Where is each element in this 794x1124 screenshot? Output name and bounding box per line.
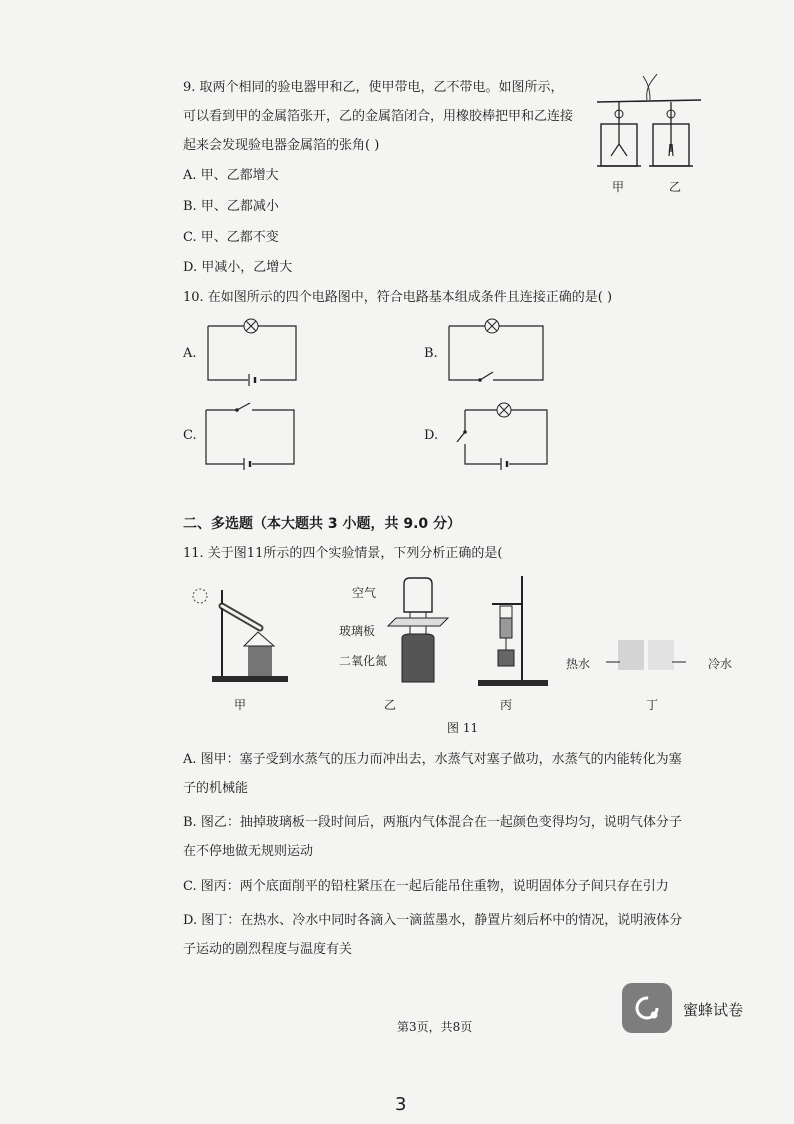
fig11-ding-diagram <box>606 636 686 676</box>
q11-option-b-line1: B. 图乙：抽掉玻璃板一段时间后，两瓶内气体混合在一起颜色变得均匀，说明气体分子 <box>183 815 682 830</box>
q9-stem-line1: 9. 取两个相同的验电器甲和乙，使甲带电，乙不带电。如图所示， <box>183 80 564 95</box>
watermark-logo <box>622 983 672 1033</box>
q9-stem-line3: 起来会发现验电器金属箔的张角( ) <box>183 138 380 153</box>
fig11-caption: 图 11 <box>447 721 479 735</box>
q10-stem: 10. 在如图所示的四个电路图中，符合电路基本组成条件且连接正确的是( ) <box>183 290 613 305</box>
fig11-label-ding: 丁 <box>646 698 659 712</box>
q11-option-a-line1: A. 图甲：塞子受到水蒸气的压力而冲出去，水蒸气对塞子做功，水蒸气的内能转化为塞 <box>183 752 682 767</box>
q11-option-d-line1: D. 图丁：在热水、冷水中同时各滴入一滴蓝墨水，静置片刻后杯中的情况，说明液体分 <box>183 913 683 928</box>
q9-option-d: D. 甲减小，乙增大 <box>183 260 293 275</box>
annot-no2: 二氧化氮 <box>339 654 388 668</box>
fig11-jia-diagram <box>188 580 290 686</box>
section-title: 二、多选题（本大题共 3 小题，共 9.0 分） <box>183 516 462 532</box>
watermark-text: 蜜蜂试卷 <box>683 1001 744 1019</box>
annot-glass: 玻璃板 <box>339 624 376 638</box>
fig-label-jia: 甲 <box>612 180 625 194</box>
q11-option-c: C. 图丙：两个底面削平的铅柱紧压在一起后能吊住重物，说明固体分子间只存在引力 <box>183 879 669 894</box>
q9-stem-line2: 可以看到甲的金属箔张开，乙的金属箔闭合，用橡胶棒把甲和乙连接 <box>183 109 574 124</box>
fig11-label-bing: 丙 <box>500 698 513 712</box>
q11-option-d-line2: 子运动的剧烈程度与温度有关 <box>183 942 353 957</box>
circuit-c-diagram <box>206 402 296 468</box>
fig11-label-jia: 甲 <box>234 698 247 712</box>
fig-label-yi: 乙 <box>669 180 682 194</box>
refresh-icon <box>633 994 661 1022</box>
q9-option-c: C. 甲、乙都不变 <box>183 230 279 245</box>
circuit-a-diagram <box>208 318 298 384</box>
circuit-label-c: C. <box>183 428 197 443</box>
fig11-bing-diagram <box>478 574 548 688</box>
q9-option-b: B. 甲、乙都减小 <box>183 199 279 214</box>
circuit-label-a: A. <box>183 346 197 361</box>
annot-hot-water: 热水 <box>566 657 591 671</box>
q11-option-a-line2: 子的机械能 <box>183 781 249 796</box>
page-number: 3 <box>395 1094 407 1115</box>
annot-air: 空气 <box>352 586 377 600</box>
q11-option-b-line2: 在不停地做无规则运动 <box>183 844 314 859</box>
circuit-d-diagram <box>455 402 549 468</box>
annot-cold-water: 冷水 <box>708 657 733 671</box>
page-footer: 第3页，共8页 <box>397 1020 473 1034</box>
fig11-label-yi: 乙 <box>384 698 397 712</box>
q11-stem: 11. 关于图11所示的四个实验情景，下列分析正确的是( <box>183 546 503 561</box>
q9-option-a: A. 甲、乙都增大 <box>183 168 279 183</box>
circuit-label-b: B. <box>424 346 438 361</box>
circuit-label-d: D. <box>424 428 439 443</box>
circuit-b-diagram <box>449 318 545 384</box>
fig11-yi-diagram <box>388 578 448 688</box>
